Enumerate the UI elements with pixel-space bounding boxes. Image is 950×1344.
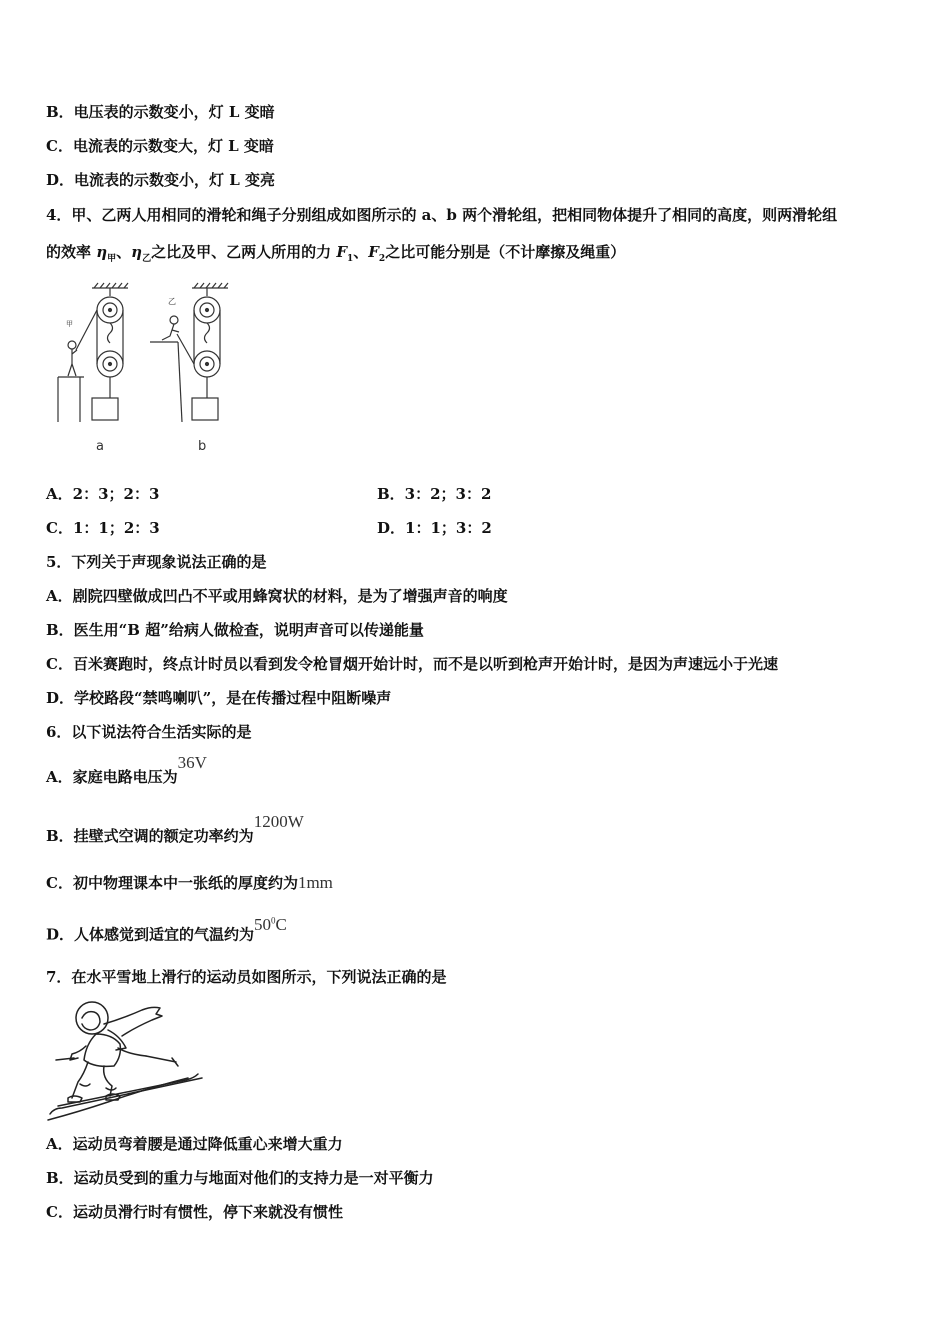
q5-option-b: B．医生用“B 超”给病人做检查，说明声音可以传递能量 [46,621,424,639]
q5-option-c: C．百米赛跑时，终点计时员以看到发令枪冒烟开始计时，而不是以听到枪声开始计时，是因为声速远小于光速 [46,655,778,673]
q3-option-c: C．电流表的示数变大，灯 L 变暗 [46,137,274,155]
q4-option-a: A．2：3；2：3 [46,485,160,503]
label-yi: 乙 [168,297,176,306]
q4-sep2: 、 [353,243,369,261]
force-f1: F [336,243,347,261]
q4-stem-line1: 4．甲、乙两人用相同的滑轮和绳子分别组成如图所示的 a、b 两个滑轮组，把相同物体提升了相同的高度，则两滑轮组 [46,206,838,224]
q6-option-a [46,753,207,787]
q4-text-a: 的效率 [46,243,97,261]
q6-b-value: 1200W [253,812,304,831]
q6-d-number: 50 [254,914,272,934]
q6-a-text: A．家庭电路电压为 [46,768,178,786]
q6-c-text: C．初中物理课本中一张纸的厚度约为 [46,874,298,892]
q6-option-b [46,812,304,846]
label-b: b [198,439,207,454]
q4-text-b: 之比及甲、乙两人所用的力 [151,243,337,261]
q6-c-value: 1mm [297,873,333,892]
q5-option-d: D．学校路段“禁鸣喇叭”，是在传播过程中阻断噪声 [46,689,392,707]
eta-yi: η [131,243,143,261]
sub-jia: 甲 [107,254,117,264]
q4-sep1: 、 [116,243,132,261]
q6-a-value: 36V [177,753,207,772]
q7-option-c: C．运动员滑行时有惯性，停下来就没有惯性 [46,1203,343,1221]
q7-option-a: A．运动员弯着腰是通过降低重心来增大重力 [46,1135,343,1153]
q6-stem: 6．以下说法符合生活实际的是 [46,723,252,741]
q4-option-d: D．1：1；3：2 [377,519,492,537]
q3-option-b: B．电压表的示数变小，灯 L 变暗 [46,103,275,121]
force-f2: F [368,243,379,261]
q6-option-c [46,873,333,893]
q4-text-c: 之比可能分别是（不计摩擦及绳重） [385,243,626,261]
q7-option-b: B．运动员受到的重力与地面对他们的支持力是一对平衡力 [46,1169,434,1187]
q4-option-c: C．1：1；2：3 [46,519,160,537]
sub-1: 1 [346,254,354,264]
q6-d-unit: C [275,914,287,934]
q6-d-value [254,915,287,934]
label-a: a [96,439,104,454]
q7-stem: 7．在水平雪地上滑行的运动员如图所示，下列说法正确的是 [46,968,447,986]
sub-2: 2 [378,254,386,264]
label-jia: 甲 [66,320,73,328]
eta-jia: η [96,243,108,261]
q4-option-b: B．3：2；3：2 [377,485,492,503]
q4-stem-line2 [46,242,625,269]
q6-b-text: B．挂壁式空调的额定功率约为 [46,827,254,845]
pulley-figure [52,282,242,457]
q5-option-a: A．剧院四壁做成凹凸不平或用蜂窝状的材料，是为了增强声音的响度 [46,587,508,605]
q3-option-d: D．电流表的示数变小，灯 L 变亮 [46,171,276,189]
q5-stem: 5．下列关于声现象说法正确的是 [46,553,267,571]
q6-option-d [46,914,287,945]
q6-d-text: D．人体感觉到适宜的气温约为 [46,925,255,944]
sub-yi: 乙 [142,254,152,264]
skier-figure [46,996,211,1122]
degree-sup: 0 [271,915,276,925]
